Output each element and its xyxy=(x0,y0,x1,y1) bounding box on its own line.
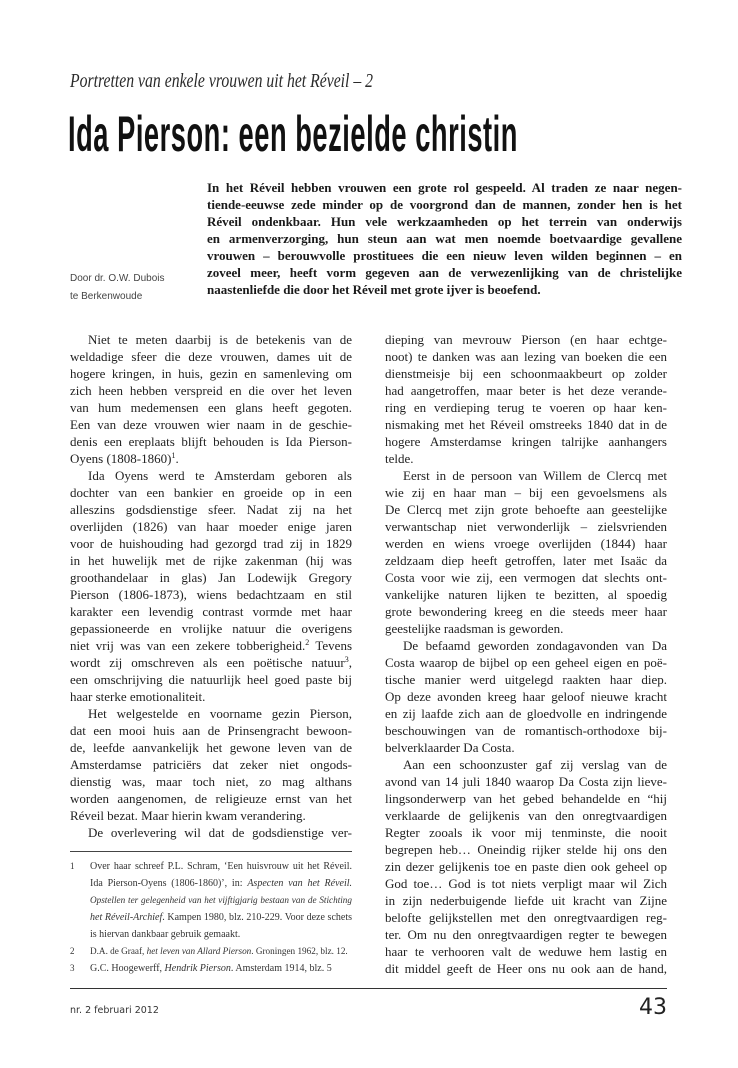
text-line: gepassioneerde en vrolijke natuur die overigens xyxy=(70,621,352,636)
text-line: haar te verhooren valt de weduwe hem lastig en xyxy=(385,944,667,959)
text-line: noot) te danken was aan lezing van boeken die een xyxy=(385,349,667,364)
paragraph xyxy=(385,331,667,467)
paragraph xyxy=(70,824,352,841)
text-span: G.C. Hoogewerff, xyxy=(90,963,165,974)
text-line: in zijn nederbuigende liefde uit kracht van Zijne xyxy=(385,893,667,908)
text-line: Op deze avonden kreeg haar geloof nieuwe kracht xyxy=(385,689,667,704)
text-line: ring en verdieping terug te voeren op haar ken- xyxy=(385,400,667,415)
text-line: naastenliefde die door het Réveil met grote ijver is beoefend. xyxy=(207,282,541,297)
text-line: Eerst in de persoon van Willem de Clercq met xyxy=(403,468,667,483)
text-line: van hum medemensen een glans heeft gegoten. xyxy=(70,400,352,415)
text-line xyxy=(90,960,352,977)
footnote-ref: 3 xyxy=(344,655,349,664)
text-line: en armenverzorging, hun steun aan wat men noemde boetvaardige gevallene xyxy=(207,231,682,246)
text-line: verklaarde de gelijkenis van den onregtvaardigen xyxy=(385,808,667,823)
text-line: denis een ereplaats blijft behouden is Ida Pierson- xyxy=(70,434,352,449)
text-line: Costa waarop de bijbel op een geheel eigen en poë- xyxy=(385,655,667,670)
text-span: D.A. de Graaf, xyxy=(90,946,147,956)
text-line: De Clercq met zijn grote behoefte aan geestelijke xyxy=(385,502,667,517)
text-line: dieping van mevrouw Pierson (en haar echtge- xyxy=(385,332,667,347)
text-line xyxy=(70,637,352,654)
text-line: de, leefde aanvankelijk het gewone leven van de xyxy=(70,740,352,755)
text-span: . Kampen 1980, blz. 210-229. Voor deze schets xyxy=(162,912,352,923)
text-line: begrepen heb… Oneindig rijker stelde hij ons den xyxy=(385,842,667,857)
byline xyxy=(70,270,164,306)
paragraph xyxy=(70,705,352,824)
author-name: Door dr. O.W. Dubois xyxy=(70,273,165,284)
text-line: verwantschap niet verwonderlijk – zielsvrienden xyxy=(385,519,667,534)
text-line: alleszins godsdienstige sfeer. Nadat zij na het xyxy=(70,502,352,517)
text-span: wordt zij omschreven als een poëtische natuur xyxy=(70,655,345,670)
intro-lead xyxy=(207,179,682,298)
text-line: telde. xyxy=(385,451,414,466)
text-line: lingsonderwerp van het gebed behandelde en “hij xyxy=(385,791,667,806)
footer-divider xyxy=(70,988,667,989)
text-line xyxy=(90,892,352,909)
text-line: hogere kringen, in huis, gezin en samenleving om xyxy=(70,366,352,381)
text-line: had aangetroffen, maar beter is het deze verande- xyxy=(385,383,667,398)
footnotes xyxy=(70,858,352,977)
text-line: nismaking met het Réveil omstreeks 1840 dat in de xyxy=(385,417,667,432)
paragraph xyxy=(70,467,352,705)
text-line: zich heen hebben verspreid en die over het leven xyxy=(70,383,352,398)
text-line: beschouwingen van de romantisch-orthodoxe bij- xyxy=(385,723,667,738)
text-line: geestelijke raadsman is geworden. xyxy=(385,621,564,636)
text-line: Pierson (1806-1873), wiens bedachtzaam en stil xyxy=(70,587,352,602)
right-column xyxy=(385,331,667,977)
page-number: 43 xyxy=(639,995,667,1020)
text-line: en zij laafde zich aan de gloedvolle en indringende xyxy=(385,706,667,721)
footnote-ref: 2 xyxy=(305,638,310,647)
paragraph xyxy=(385,637,667,756)
text-line: Réveil bezat. Maar hierin kwam verandering. xyxy=(70,808,306,823)
footnote xyxy=(70,943,352,960)
text-line: haar sterke emotionaliteit. xyxy=(70,689,206,704)
text-line: zoveel meer, heeft vorm gegeven aan de verwezenlijking van de christelijke xyxy=(207,265,682,280)
text-line: Over haar schreef P.L. Schram, ‘Een huisvrouw uit het Réveil. xyxy=(90,861,352,872)
text-line: zeldzaam diep heeft getroffen, later met Isaäc da xyxy=(385,553,667,568)
text-line: voor de huishouding had gezorgd trad zij in 1829 xyxy=(70,536,352,551)
text-span: . Groningen 1962, blz. 12. xyxy=(251,946,348,956)
text-line xyxy=(90,909,352,926)
author-place: te Berkenwoude xyxy=(70,291,143,302)
text-line: Amsterdamse patriciërs dat zeker niet ongods- xyxy=(70,757,352,772)
text-line: tiende-eeuwse zede minder op de voorgrond dan de mannen, zonder hen is het xyxy=(207,197,682,212)
text-line: Réveil ondenkbaar. Hun vele werkzaamheden op het terrein van onderwijs xyxy=(207,214,682,229)
footnote-number: 1 xyxy=(70,861,75,871)
text-span: . xyxy=(175,451,179,466)
text-span: Ida Pierson-Oyens (1806-1860)’, in: xyxy=(90,878,248,889)
italic-text: Hendrik Pierson xyxy=(164,963,231,974)
text-span: , xyxy=(348,655,352,670)
text-line: worden aangenomen, de religieuze ernst van het xyxy=(70,791,352,806)
text-line: belofte gelijkstellen met den onregtvaardigen reg- xyxy=(385,910,667,925)
text-line xyxy=(70,450,352,467)
text-line: wie zij en haar man – bij een gevoelsmens als xyxy=(385,485,667,500)
text-line: Costa voor wie zij, een vermogen dat slechts ont- xyxy=(385,570,667,585)
footnote-divider xyxy=(70,851,352,852)
paragraph xyxy=(385,467,667,637)
text-line: Ida Oyens werd te Amsterdam geboren als xyxy=(88,468,352,483)
text-line: overlijden (1826) van haar moeder enige jaren xyxy=(70,519,352,534)
text-line: Niet te meten daarbij is de betekenis van de xyxy=(88,332,352,347)
text-line: ter. Om nu den onregtvaardigen regter te bewegen xyxy=(385,927,667,942)
text-line: De overlevering wil dat de godsdienstige ver- xyxy=(88,825,352,840)
text-span: Tevens xyxy=(309,638,353,653)
footnote-ref: 1 xyxy=(171,451,176,460)
paragraph xyxy=(385,756,667,977)
text-line: dienstig was, maar toch niet, zo mag althans xyxy=(70,774,352,789)
text-line: Het welgestelde en voorname gezin Pierson, xyxy=(88,706,352,721)
text-line: tische manier werd uitgelegd raakten haar diep. xyxy=(385,672,667,687)
text-line: zin dezer gelijkenis toe en paste dien ook geheel op xyxy=(385,859,667,874)
text-span: niet vrij was van een zekere tobberigheid. xyxy=(70,638,306,653)
text-line: Regter zooals ik voor mij tenminste, die nooit xyxy=(385,825,667,840)
text-line xyxy=(90,943,352,960)
text-line: God toe… God is tot niets verpligt maar wil Zich xyxy=(385,876,667,891)
text-line xyxy=(90,875,352,892)
text-line xyxy=(70,654,352,671)
series-title: Portretten van enkele vrouwen uit het Réveil – 2 xyxy=(70,70,374,92)
text-line: in het huwelijk met de rijke zakenman (hij was xyxy=(70,553,352,568)
text-line: vankelijke naturen lijken te bezitten, al spoedig xyxy=(385,587,667,602)
page-title: Ida Pierson: een bezielde christin xyxy=(68,106,518,162)
text-line: Een van deze vrouwen wier naam in de geschie- xyxy=(70,417,352,432)
text-line: groothandelaar in glas) Jan Lodewijk Gregory xyxy=(70,570,352,585)
text-line: belverklaarder Da Costa. xyxy=(385,740,515,755)
italic-text: het leven van Allard Pierson xyxy=(146,946,252,956)
italic-text: het Réveil-Archief xyxy=(90,912,163,923)
text-line: dat een mooi huis aan de Prinsengracht bewoon- xyxy=(70,723,352,738)
text-line: werden en wiens vroege overlijden (1844) haar xyxy=(385,536,667,551)
text-span: Oyens (1808-1860) xyxy=(70,451,172,466)
footnote xyxy=(70,858,352,943)
text-line: is hiervan dankbaar gebruik gemaakt. xyxy=(90,929,241,940)
text-line: vrouwen – berouwvolle prostituees die een nieuw leven wilden beginnen – en xyxy=(207,248,682,263)
text-line: Aan een schoonzuster gaf zij verslag van de xyxy=(403,757,667,772)
text-span: . Amsterdam 1914, blz. 5 xyxy=(230,963,332,974)
text-line: karakter een levendig contrast vormde met haar xyxy=(70,604,352,619)
left-column xyxy=(70,331,352,841)
italic-text: Aspecten van het Réveil. xyxy=(247,878,352,889)
footnote-number: 3 xyxy=(70,963,75,973)
text-line: dochter van een bankier en groeide op in een xyxy=(70,485,352,500)
paragraph xyxy=(70,331,352,467)
issue-label: nr. 2 februari 2012 xyxy=(70,1005,159,1016)
text-line: avond van 14 juli 1840 waarop Da Costa zijn lieve- xyxy=(385,774,667,789)
footnote xyxy=(70,960,352,977)
italic-text: Opstellen ter gelegenheid van het vijftigjarig bestaan van de Stichting xyxy=(90,895,352,905)
text-line: weldadige sfeer die deze vrouwen, dames uit de xyxy=(70,349,352,364)
footnote-number: 2 xyxy=(70,946,75,956)
text-line: dienstmeisje bij een schoonmaakbeurt op zolder xyxy=(385,366,667,381)
text-line: grote bewondering kreeg en die steeds meer haar xyxy=(385,604,667,619)
text-line: De befaamd geworden zondagavonden van Da xyxy=(403,638,667,653)
text-line: In het Réveil hebben vrouwen een grote rol gespeeld. Al traden ze naar negen- xyxy=(207,180,682,195)
text-line: dit middel geeft de Heer ons nu ook aan de hand, xyxy=(385,961,667,976)
text-line: hogere Amsterdamse kringen talrijke aanhangers xyxy=(385,434,667,449)
text-line: een omschrijving die natuurlijk heel goed paste bij xyxy=(70,672,352,687)
